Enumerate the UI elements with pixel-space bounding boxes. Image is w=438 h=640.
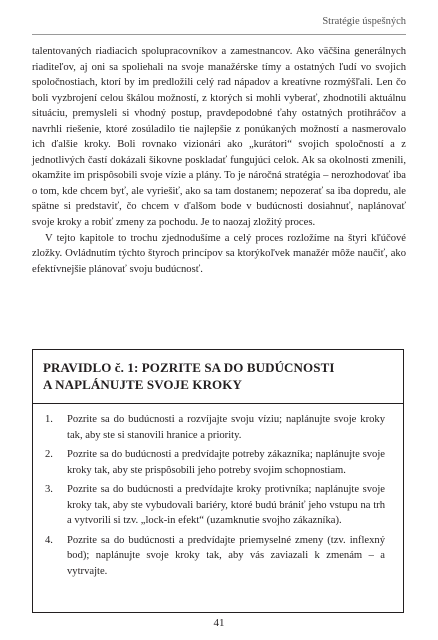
page-number: 41 (213, 617, 225, 629)
list-item (45, 412, 385, 443)
rule-title-divider (33, 403, 403, 404)
paragraph: talentovaných riadiacich spolupracovníkov a zamestnancov. Ako väčšina generálnych riaditeľov, aj oni sa spoliehali na svoje manažérske tímy a ostatných ľudí vo svojich spoločnostiach, ktorí by im predložili celý rad nápadov a kreatívne rozmýšľali. Len čo boli vyzbrojení celou škálou možností, z ktorých si mohli vyberať, zhodnotili aktuálnu situáciu, premysleli si vhodný postup, pravdepodobné ťahy ostatných protihráčov a navrhli riešenie, ktoré zosúladilo tie najlepšie z ponúkaných možností a nasmerovalo ich ďalšie kroky. Boli rovnako vizionári ako „kurátori“ svojich spoločností a z jednotlivých častí dokázali šikovne poskladať fungujúci celok. Ak sa okolnosti zmenili, okamžite im prispôsobili svoje vízie a plány. To je náročná stratégia – nerozhodovať iba o tom, kde chcem byť, ale vyriešiť, ako sa tam dostanem; nepozerať sa iba dopredu, ale spätne si predstaviť, čo chcem v ďalšom bode v budúcnosti dosiahnuť, naplánovať svoje kroky a robiť zmeny za pochodu. Je to naozaj zložitý proces. (32, 46, 406, 229)
running-header: Stratégie úspešných (322, 16, 406, 27)
list-item-text: Pozrite sa do budúcnosti a rozvíjajte svoju víziu; naplánujte svoje kroky tak, aby ste si stanovili hranice a priority. (67, 414, 385, 441)
list-item-number: 3. (45, 484, 53, 496)
list-item-number: 1. (45, 414, 53, 425)
paragraph: V tejto kapitole to trochu zjednodušíme a celý proces rozložíme na štyri kľúčové zložky. Ovládnutím týchto štyroch princípov sa ktorýkoľvek manažér môže naučiť, ako efektívnejšie plánovať svoju budúcnosť. (32, 232, 406, 275)
rule-title-line: A NAPLÁNUJTE SVOJE KROKY (43, 377, 242, 392)
header-divider (32, 34, 406, 35)
rule-title (43, 359, 393, 393)
list-item (45, 533, 385, 580)
rule-box (32, 349, 404, 613)
list-item-number: 4. (45, 534, 53, 546)
list-item (45, 447, 385, 478)
list-item (45, 482, 385, 529)
body-text (32, 44, 406, 277)
rule-title-line: PRAVIDLO č. 1: POZRITE SA DO BUDÚCNOSTI (43, 360, 335, 375)
list-item-number: 2. (45, 449, 53, 461)
list-item-text: Pozrite sa do budúcnosti a predvídajte kroky protivníka; naplánujte svoje kroky tak, aby ste vybudovali bariéry, ktoré budú brániť jeho vstupu na trh a vytvorili si tzv. „lock-in efekt“ (uzamknutie svojho zákazníka). (67, 484, 385, 527)
rule-list (45, 412, 385, 583)
list-item-text: Pozrite sa do budúcnosti a predvídajte potreby zákazníka; naplánujte svoje kroky tak, aby ste prispôsobili jeho potreby svojim schopnostiam. (67, 449, 385, 476)
list-item-text: Pozrite sa do budúcnosti a predvídajte priemyselné zmeny (tzv. inflexný bod); naplánujte svoje kroky tak, aby vás zaviazali k zmenám – a vytrvajte. (67, 534, 385, 577)
